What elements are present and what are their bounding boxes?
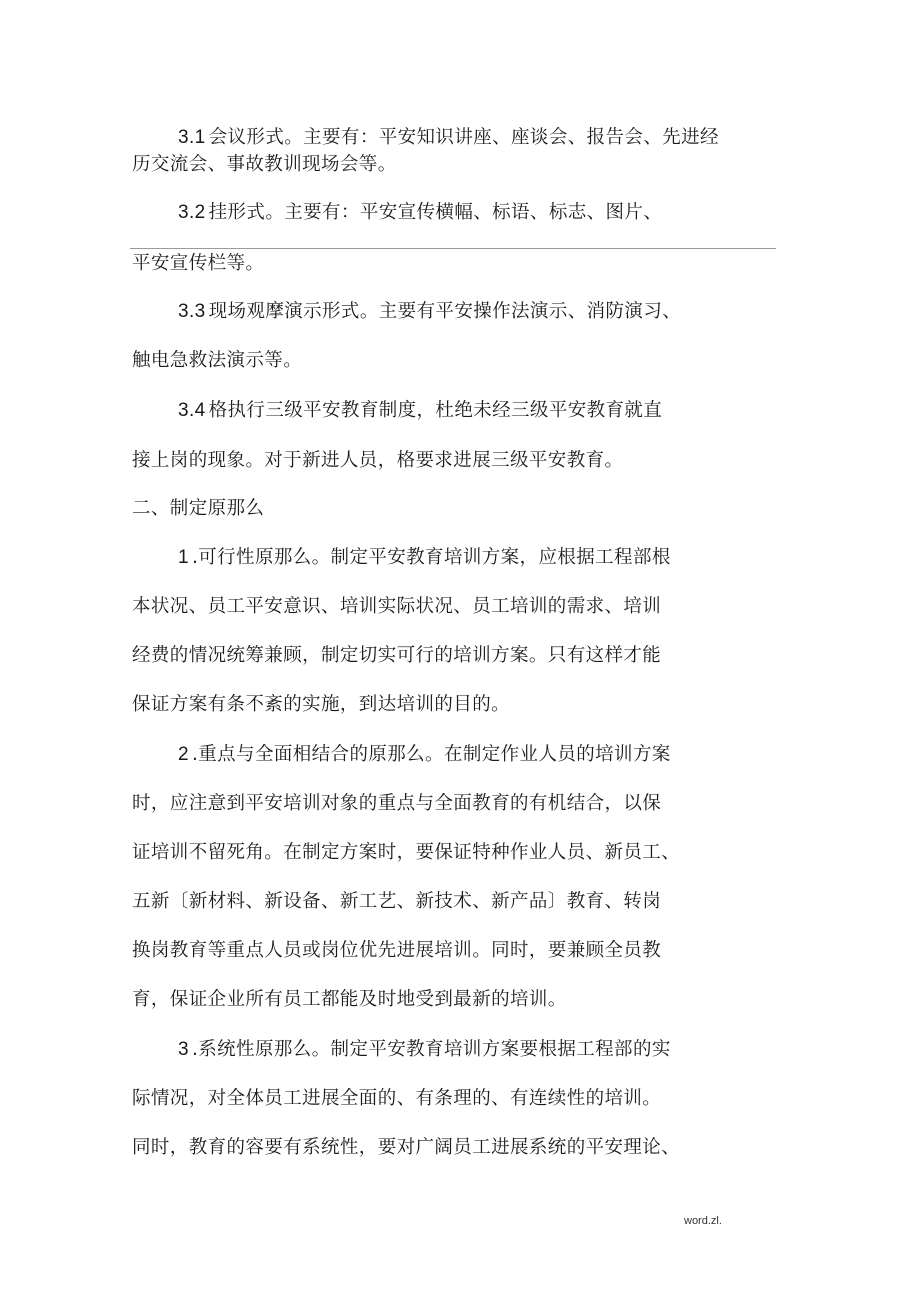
principle-number: 1 [178, 547, 189, 568]
horizontal-rule [130, 248, 776, 249]
paragraph-3-1-line-1: 3.1 会议形式。主要有：平安知识讲座、座谈会、报告会、先进经 [178, 127, 719, 148]
paragraph-3-4-line-1: 3.4 格执行三级平安教育制度，杜绝未经三级平安教育就直 [178, 400, 663, 421]
principle-1-line-3: 经费的情况统筹兼顾，制定切实可行的培训方案。只有这样才能 [132, 645, 662, 666]
principle-2-line-2: 时，应注意到平安培训对象的重点与全面教育的有机结合，以保 [132, 793, 662, 814]
principle-number: 2 [178, 744, 189, 765]
paragraph-3-3-line-1: 3.3 现场观摩演示形式。主要有平安操作法演示、消防演习、 [178, 301, 682, 322]
paragraph-number: 3.2 [178, 202, 206, 223]
principle-2-line-3: 证培训不留死角。在制定方案时，要保证特种作业人员、新员工、 [132, 842, 681, 863]
principle-number: 3 [178, 1039, 189, 1060]
principle-2-line-4: 五新〔新材料、新设备、新工艺、新技术、新产品〕教育、转岗 [132, 891, 662, 912]
paragraph-number: 3.4 [178, 400, 206, 421]
paragraph-3-4-line-2: 接上岗的现象。对于新进人员，格要求进展三级平安教育。 [132, 450, 624, 471]
principle-2-line-5: 换岗教育等重点人员或岗位优先进展培训。同时，要兼顾全员教 [132, 940, 662, 961]
principle-1-line-2: 本状况、员工平安意识、培训实际状况、员工培训的需求、培训 [132, 596, 662, 617]
paragraph-3-3-line-2: 触电急救法演示等。 [132, 350, 303, 371]
paragraph-3-1-line-2: 历交流会、事故教训现场会等。 [132, 154, 397, 175]
principle-3-line-1: 3 .系统性原那么。制定平安教育培训方案要根据工程部的实 [178, 1039, 671, 1060]
principle-1-line-4: 保证方案有条不紊的实施，到达培训的目的。 [132, 694, 511, 715]
principle-3-line-2: 际情况，对全体员工进展全面的、有条理的、有连续性的培训。 [132, 1088, 662, 1109]
paragraph-3-2-line-1: 3.2 挂形式。主要有：平安宣传横幅、标语、标志、图片、 [178, 202, 663, 223]
principle-2-line-1: 2 .重点与全面相结合的原那么。在制定作业人员的培训方案 [178, 744, 671, 765]
paragraph-3-2-line-2: 平安宣传栏等。 [132, 253, 265, 274]
principle-3-line-3: 同时，教育的容要有系统性，要对广阔员工进展系统的平安理论、 [132, 1137, 681, 1158]
section-heading: 二、制定原那么 [132, 498, 265, 519]
page-footer: word.zl. [684, 1215, 722, 1227]
paragraph-number: 3.3 [178, 301, 206, 322]
principle-2-line-6: 育，保证企业所有员工都能及时地受到最新的培训。 [132, 989, 567, 1010]
paragraph-number: 3.1 [178, 127, 206, 148]
principle-1-line-1: 1 .可行性原那么。制定平安教育培训方案，应根据工程部根 [178, 547, 671, 568]
